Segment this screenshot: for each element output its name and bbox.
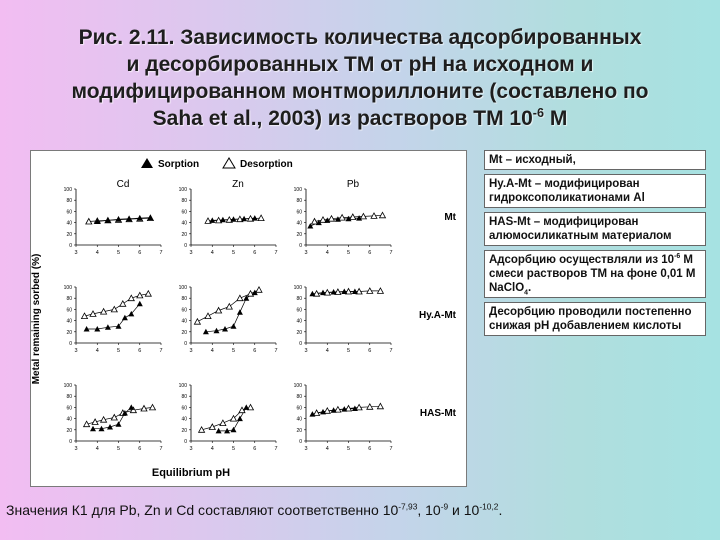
panel-6-xtick-label-6: 6 <box>138 446 142 452</box>
panel-7-desorption-point-4 <box>239 407 245 413</box>
panel-4-xtick-label-5: 5 <box>231 348 236 354</box>
panel-4-xtick-label-3: 3 <box>189 348 193 354</box>
panel-7-ytick-label-20: 20 <box>181 427 187 434</box>
panel-2-desorption-point-7 <box>380 212 386 218</box>
panel-4-desorption-point-0 <box>194 319 200 325</box>
panel-2-xtick-label-3: 3 <box>304 250 308 256</box>
panel-7-xtick-label-3: 3 <box>189 446 193 452</box>
panel-4-ytick-label-20: 20 <box>181 329 187 336</box>
footer-pre: Значения К1 для Pb, Zn и Cd составляют соответственно 10 <box>6 502 399 518</box>
footer-exp-2: -9 <box>440 501 449 512</box>
chart-svg <box>31 151 466 486</box>
panel-4-desorption-point-6 <box>256 287 262 293</box>
panel-6-xtick-label-4: 4 <box>95 446 99 452</box>
panel-8-ytick-label-60: 60 <box>296 405 302 412</box>
panel-5-xtick-label-7: 7 <box>389 348 393 354</box>
panel-0-ytick-label-0: 0 <box>69 243 72 249</box>
title-line-1: Рис. 2.11. Зависимость количества адсорбированных <box>78 26 642 49</box>
panel-7-sorption-point-3 <box>237 416 243 422</box>
column-label-zn: Zn <box>232 179 244 190</box>
panel-3-ytick-label-40: 40 <box>66 318 72 325</box>
panel-0-ytick-label-100: 100 <box>63 187 72 193</box>
x-axis-title: Equilibrium pH <box>151 467 231 479</box>
title-line-3: модифицированном монтмориллоните (составлено по <box>71 80 649 103</box>
panel-2-ytick-label-20: 20 <box>296 231 302 238</box>
panel-1-ytick-label-100: 100 <box>178 187 187 193</box>
row-label-2: HAS-Mt <box>419 407 456 419</box>
panel-5-ytick-label-20: 20 <box>296 329 302 336</box>
panel-6-xtick-label-5: 5 <box>116 446 121 452</box>
note-desorption: Десорбцию проводили постепенно снижая рН добавлением кислоты <box>484 302 706 336</box>
panel-8-ytick-label-100: 100 <box>293 383 302 389</box>
panel-7-ytick-label-0: 0 <box>184 439 187 445</box>
panel-7-ytick-label-80: 80 <box>181 394 187 401</box>
panel-4-sorption-point-2 <box>222 326 228 332</box>
panel-4-xtick-label-7: 7 <box>274 348 278 354</box>
panel-5-xtick-label-3: 3 <box>304 348 308 354</box>
panel-3-desorption-point-7 <box>145 291 151 297</box>
panel-0-ytick-label-40: 40 <box>66 220 72 227</box>
panel-7-ytick-label-40: 40 <box>181 416 187 423</box>
panel-4-desorption-point-2 <box>216 308 222 314</box>
panel-1-ytick-label-60: 60 <box>181 209 187 216</box>
note-adsorption-exp: -6 <box>674 253 681 261</box>
panel-7-desorption-point-2 <box>220 420 226 426</box>
panel-8-ytick-label-80: 80 <box>296 394 302 401</box>
panel-1-sorption-point-4 <box>252 215 258 221</box>
panel-0-xtick-label-5: 5 <box>116 250 121 256</box>
panel-1-desorption-point-5 <box>258 215 264 221</box>
panel-4-ytick-label-40: 40 <box>181 318 187 325</box>
row-label-0: Mt <box>444 211 456 223</box>
panel-7-xtick-label-6: 6 <box>253 446 257 452</box>
column-label-pb: Pb <box>346 179 360 190</box>
panel-1-xtick-label-4: 4 <box>210 250 214 256</box>
legend-desorption-label: Desorption <box>240 159 293 170</box>
panel-3-ytick-label-20: 20 <box>66 329 72 336</box>
panel-2-xtick-label-7: 7 <box>389 250 393 256</box>
panel-4-ytick-label-100: 100 <box>178 285 187 291</box>
footer-text <box>6 502 716 518</box>
title-line-4-text: Saha et al., 2003) из растворов ТМ 10 <box>152 107 533 130</box>
panel-6-sorption-point-2 <box>107 424 113 430</box>
panel-6-desorption-point-3 <box>111 415 117 421</box>
panel-7-sorption-point-2 <box>231 427 237 433</box>
note-adsorption-sub: 4 <box>524 289 528 297</box>
panel-0-xtick-label-6: 6 <box>138 250 142 256</box>
panel-4-sorption-point-4 <box>237 309 243 315</box>
panel-1-ytick-label-40: 40 <box>181 220 187 227</box>
panel-7-xtick-label-4: 4 <box>210 446 214 452</box>
column-label-cd: Cd <box>116 179 130 190</box>
panel-3-xtick-label-3: 3 <box>74 348 78 354</box>
panel-0-ytick-label-20: 20 <box>66 231 72 238</box>
legend-sorption-label: Sorption <box>158 159 200 170</box>
panel-8-xtick-label-6: 6 <box>368 446 372 452</box>
panel-3-ytick-label-80: 80 <box>66 296 72 303</box>
panel-7-sorption-point-4 <box>243 404 249 410</box>
panel-8-ytick-label-20: 20 <box>296 427 302 434</box>
title-line-4-end: М <box>544 107 568 130</box>
panel-6-xtick-label-7: 7 <box>159 446 163 452</box>
panel-5-xtick-label-4: 4 <box>325 348 329 354</box>
slide-title <box>10 24 710 132</box>
panel-5-xtick-label-5: 5 <box>346 348 351 354</box>
panel-0-xtick-label-4: 4 <box>95 250 99 256</box>
note-mt: Mt – исходный, <box>484 150 706 170</box>
notes-column <box>484 150 706 340</box>
panel-2-ytick-label-40: 40 <box>296 220 302 227</box>
panel-6-desorption-point-7 <box>150 404 156 410</box>
panel-5-ytick-label-80: 80 <box>296 296 302 303</box>
panel-0-xtick-label-7: 7 <box>159 250 163 256</box>
panel-4-ytick-label-0: 0 <box>184 341 187 347</box>
panel-1-ytick-label-80: 80 <box>181 198 187 205</box>
panel-6-ytick-label-80: 80 <box>66 394 72 401</box>
footer-mid-2: и 10 <box>448 502 480 518</box>
panel-5-ytick-label-40: 40 <box>296 318 302 325</box>
footer-exp-3: -10,2 <box>479 501 499 512</box>
panel-0-ytick-label-80: 80 <box>66 198 72 205</box>
y-axis-title: Metal remaining sorbed (%) <box>31 253 42 385</box>
panel-2-xtick-label-6: 6 <box>368 250 372 256</box>
panel-4-desorption-point-5 <box>248 291 254 297</box>
panel-4-desorption-point-1 <box>205 313 211 319</box>
panel-8-ytick-label-40: 40 <box>296 416 302 423</box>
panel-1-xtick-label-7: 7 <box>274 250 278 256</box>
note-adsorption-text: Адсорбцию осуществляли из 10 <box>489 254 675 266</box>
panel-6-sorption-point-3 <box>116 421 122 427</box>
panel-6-ytick-label-100: 100 <box>63 383 72 389</box>
panel-5-ytick-label-0: 0 <box>299 341 302 347</box>
panel-2-xtick-label-4: 4 <box>325 250 329 256</box>
row-label-1: Hy.A-Mt <box>418 309 456 321</box>
panel-2-ytick-label-60: 60 <box>296 209 302 216</box>
note-hya-mt: Hy.A-Mt – модифицирован гидроксополикатионами Al <box>484 174 706 208</box>
panel-3-xtick-label-6: 6 <box>138 348 142 354</box>
panel-6-ytick-label-0: 0 <box>69 439 72 445</box>
note-has-mt: HAS-Mt – модифицирован алюмосиликатным материалом <box>484 212 706 246</box>
panel-2-ytick-label-80: 80 <box>296 198 302 205</box>
panel-8-xtick-label-5: 5 <box>346 446 351 452</box>
panel-3-ytick-label-60: 60 <box>66 307 72 314</box>
panel-4-ytick-label-80: 80 <box>181 296 187 303</box>
panel-5-xtick-label-6: 6 <box>368 348 372 354</box>
note-adsorption-mid: М смеси растворов ТМ на фоне 0,01 М NaClO <box>489 254 696 294</box>
panel-3-ytick-label-0: 0 <box>69 341 72 347</box>
panel-3-xtick-label-7: 7 <box>159 348 163 354</box>
chart-figure <box>30 150 467 487</box>
panel-1-ytick-label-0: 0 <box>184 243 187 249</box>
panel-3-desorption-point-5 <box>128 295 134 301</box>
panel-1-xtick-label-5: 5 <box>231 250 236 256</box>
title-exponent: -6 <box>532 106 544 120</box>
panel-0-xtick-label-3: 3 <box>74 250 78 256</box>
panel-7-desorption-point-1 <box>209 424 215 430</box>
panel-3-desorption-point-4 <box>120 301 126 307</box>
panel-8-ytick-label-0: 0 <box>299 439 302 445</box>
panel-3-sorption-point-6 <box>137 301 143 307</box>
panel-5-ytick-label-60: 60 <box>296 307 302 314</box>
panel-0-ytick-label-60: 60 <box>66 209 72 216</box>
panel-6-ytick-label-60: 60 <box>66 405 72 412</box>
panel-6-ytick-label-40: 40 <box>66 416 72 423</box>
note-adsorption-end: . <box>528 282 532 294</box>
panel-1-xtick-label-6: 6 <box>253 250 257 256</box>
panel-4-sorption-point-3 <box>231 323 237 329</box>
panel-7-ytick-label-60: 60 <box>181 405 187 412</box>
panel-2-ytick-label-100: 100 <box>293 187 302 193</box>
panel-4-xtick-label-6: 6 <box>253 348 257 354</box>
panel-4-xtick-label-4: 4 <box>210 348 214 354</box>
legend-desorption-marker <box>223 158 235 168</box>
panel-7-xtick-label-5: 5 <box>231 446 236 452</box>
footer-mid-1: , 10 <box>417 502 441 518</box>
panel-8-xtick-label-7: 7 <box>389 446 393 452</box>
panel-6-ytick-label-20: 20 <box>66 427 72 434</box>
panel-1-ytick-label-20: 20 <box>181 231 187 238</box>
panel-3-ytick-label-100: 100 <box>63 285 72 291</box>
panel-2-xtick-label-5: 5 <box>346 250 351 256</box>
panel-7-ytick-label-100: 100 <box>178 383 187 389</box>
panel-3-xtick-label-5: 5 <box>116 348 121 354</box>
panel-2-ytick-label-0: 0 <box>299 243 302 249</box>
panel-4-desorption-point-4 <box>237 295 243 301</box>
legend-sorption-marker <box>141 158 153 168</box>
panel-8-xtick-label-3: 3 <box>304 446 308 452</box>
panel-6-xtick-label-3: 3 <box>74 446 78 452</box>
footer-end: . <box>498 502 503 518</box>
title-line-2: и десорбированных ТМ от рН на исходном и <box>126 53 594 76</box>
panel-1-xtick-label-3: 3 <box>189 250 193 256</box>
panel-3-sorption-point-3 <box>116 323 122 329</box>
panel-4-desorption-point-3 <box>226 304 232 310</box>
footer-exp-1: -7,93 <box>398 501 418 512</box>
note-adsorption <box>484 250 706 298</box>
title-line-4 <box>10 105 710 132</box>
panel-5-ytick-label-100: 100 <box>293 285 302 291</box>
panel-7-xtick-label-7: 7 <box>274 446 278 452</box>
panel-8-xtick-label-4: 4 <box>325 446 329 452</box>
panel-3-desorption-point-3 <box>111 306 117 312</box>
panel-4-ytick-label-60: 60 <box>181 307 187 314</box>
panel-3-xtick-label-4: 4 <box>95 348 99 354</box>
panel-3-sorption-point-4 <box>122 315 128 321</box>
